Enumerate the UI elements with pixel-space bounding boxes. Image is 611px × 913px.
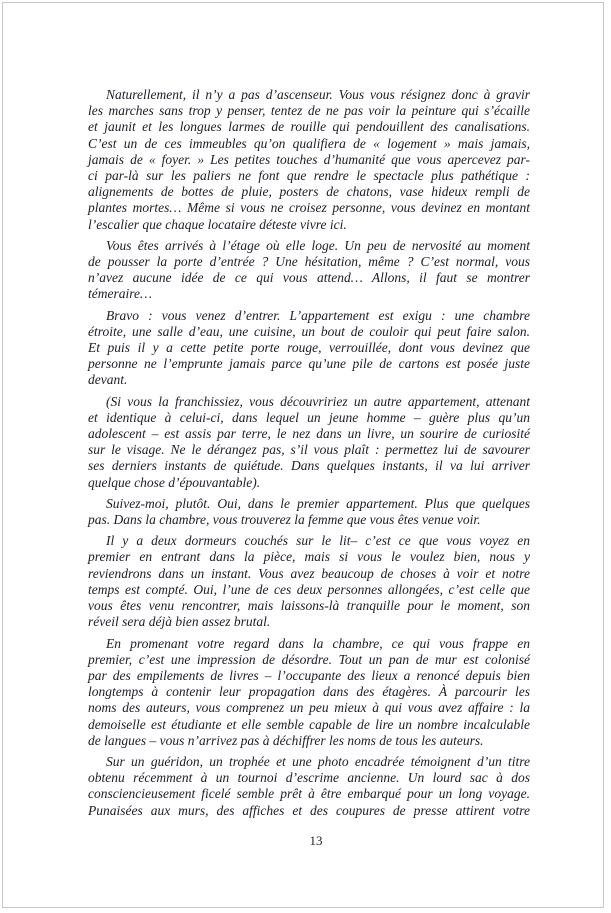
paragraph	[88, 636, 530, 749]
text-line: et identique à celui-ci, dans lequel un jeune homme – guère plus qu’un	[88, 409, 530, 425]
text-line: ses derniers instants de quiétude. Dans quelques instants, il va lui arriver	[88, 458, 530, 474]
text-line: C’est un de ces immeubles qu’on qualifiera de « logement » mais jamais,	[88, 135, 530, 151]
text-line: sur le visage. Ne le dérangez pas, s’il vous plaît : permettez lui de savourer	[88, 442, 530, 458]
paragraph	[88, 238, 530, 303]
text-line: Naturellement, il n’y a pas d’ascenseur. Vous vous résignez donc à gravir	[106, 87, 530, 102]
page-body	[88, 87, 530, 849]
text-line: En promenant votre regard dans la chambre, ce qui vous frappe en	[106, 635, 530, 651]
text-line: consciencieusement ficelé semble prêt à être embarqué pour un long voyage.	[88, 786, 530, 802]
text-line: l’escalier que chaque locataire déteste vivre ici.	[88, 216, 347, 232]
text-line: jamais de « foyer. » Les petites touches d’humanité que vous apercevez par-	[88, 151, 530, 167]
text-line: pas. Dans la chambre, vous trouverez la femme que vous êtes venue voir.	[88, 512, 481, 528]
paragraph	[88, 533, 530, 630]
text-line: Bravo : vous venez d’entrer. L’appartement est exigu : une chambre	[106, 307, 530, 323]
text-line: Il y a deux dormeurs couchés sur le lit– c’est ce que vous voyez en	[106, 533, 530, 549]
paragraph	[88, 754, 530, 819]
text-line: Punaisées aux murs, des affiches et des coupures de presse attirent votre	[88, 802, 530, 818]
text-line: Vous êtes arrivés à l’étage où elle loge. Un peu de nervosité au moment	[106, 237, 530, 253]
text-line: quelque chose d’épouvantable).	[88, 474, 261, 490]
paragraph	[88, 308, 530, 389]
text-line: par des empilements de livres – l’occupante des lieux a renoncé depuis bien	[88, 667, 530, 683]
text-line: premier, c’est une impression de désordre. Tout un pan de mur est colonisé	[88, 651, 530, 667]
text-line: ci par-là sur les paliers ne font que rendre le spectacle plus pathétique :	[88, 168, 530, 184]
text-line: étroite, une salle d’eau, une cuisine, un bout de couloir qui peut faire salon.	[88, 323, 530, 339]
paragraph	[88, 87, 530, 233]
paragraphs-container	[88, 87, 530, 819]
text-line: devant.	[88, 372, 128, 388]
text-line: premier en entrant dans la pièce, mais si vous le voulez bien, nous y	[88, 549, 530, 565]
text-line: et jaunit et les longues larmes de rouille qui pendouillent des canalisations.	[88, 119, 530, 135]
text-line: reviendrons dans un instant. Vous avez beaucoup de choses à voir et notre	[88, 565, 530, 581]
text-line: Et puis il y a cette petite porte rouge, verrouillée, dont vous devinez que	[88, 340, 530, 356]
text-line: Suivez-moi, plutôt. Oui, dans le premier appartement. Plus que quelques	[106, 495, 530, 511]
text-line: plantes mortes… Même si vous ne croisez personne, vous devinez en montant	[88, 200, 530, 216]
text-line: personne ne l’emprunte jamais parce qu’une pile de cartons est posée juste	[88, 356, 530, 372]
text-line: n’avez aucune idée de ce qui vous attend… Allons, il faut se montrer	[88, 270, 530, 286]
text-line: de pousser la porte d’entrée ? Une hésitation, même ? C’est normal, vous	[88, 254, 530, 270]
text-line: demoiselle est étudiante et elle semble capable de lire un nombre incalculable	[88, 716, 530, 732]
text-line: réveil sera déjà bien assez brutal.	[88, 614, 271, 630]
text-line: vous êtes venu rencontrer, mais laissons-là tranquille pour le moment, son	[88, 598, 530, 614]
text-line: noms des auteurs, vous comprenez un peu mieux à qui vous avez affaire : la	[88, 700, 530, 716]
text-line: de langues – vous n’arrivez pas à déchiffrer les noms de tous les auteurs.	[88, 732, 484, 748]
text-line: témeraire…	[88, 286, 152, 302]
text-line: temps est compté. Oui, l’une de ces deux personnes allongées, c’est celle que	[88, 581, 530, 597]
text-line: adolescent – est assis par terre, le nez dans un livre, un sourire de curiosité	[88, 426, 530, 442]
text-line: (Si vous la franchissiez, vous découvririez un autre appartement, attenant	[106, 393, 530, 409]
text-line: obtenu récemment à un tournoi d’escrime ancienne. Un lourd sac à dos	[88, 770, 530, 786]
paragraph	[88, 496, 530, 528]
page-number: 13	[309, 832, 323, 848]
text-line: alignements de bottes de pluie, posters de chatons, vase hideux rempli de	[88, 184, 530, 200]
text-line: Sur un guéridon, un trophée et une photo encadrée témoignent d’un titre	[106, 753, 530, 769]
text-line: longtemps à contenir leur propagation dans des étagères. À parcourir les	[88, 684, 530, 700]
text-line: les marches sans trop y penser, tentez de ne pas voir la peinture qui s’écaille	[88, 103, 530, 119]
paragraph	[88, 394, 530, 491]
